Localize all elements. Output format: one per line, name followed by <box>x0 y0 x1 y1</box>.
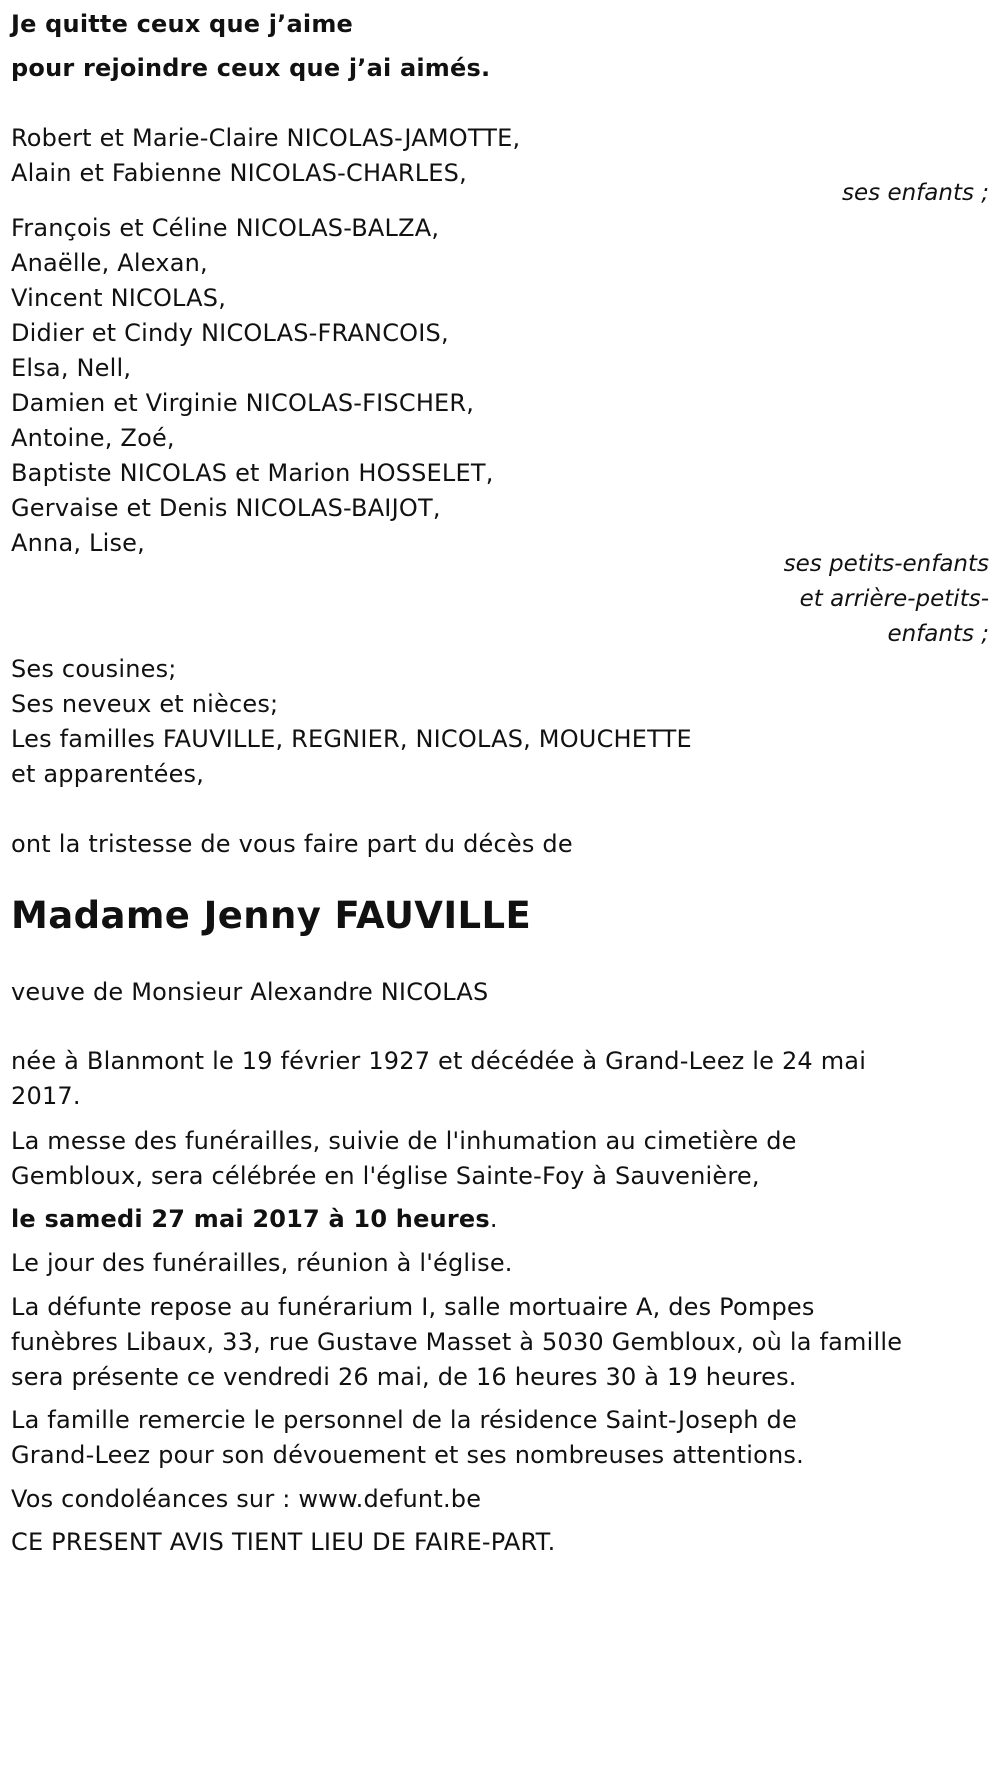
children-relation: ses enfants ; <box>842 180 989 206</box>
grandchild-name: Elsa, Nell, <box>11 354 132 382</box>
mass-line: La messe des funérailles, suivie de l'inhumation au cimetière de <box>11 1127 797 1155</box>
thanks-line: La famille remercie le personnel de la résidence Saint-Joseph de <box>11 1406 797 1434</box>
thanks-line: Grand-Leez pour son dévouement et ses nombreuses attentions. <box>11 1441 804 1469</box>
other-relative: Ses cousines; <box>11 655 177 683</box>
grandchild-name: Anna, Lise, <box>11 529 145 557</box>
quote-line-2: pour rejoindre ceux que j’ai aimés. <box>11 54 491 82</box>
grandchildren-relation-line: et arrière-petits- <box>799 586 989 612</box>
quote-line-1: Je quitte ceux que j’aime <box>11 10 354 38</box>
grandchild-name: Antoine, Zoé, <box>11 424 175 452</box>
child-name: Robert et Marie-Claire NICOLAS-JAMOTTE, <box>11 124 521 152</box>
funeral-date-period: . <box>489 1205 498 1233</box>
grandchild-name: François et Céline NICOLAS-BALZA, <box>11 214 440 242</box>
birth-death-line: 2017. <box>11 1082 81 1110</box>
child-name: Alain et Fabienne NICOLAS-CHARLES, <box>11 159 467 187</box>
grandchildren-relation-line: enfants ; <box>887 621 989 647</box>
funeral-date: le samedi 27 mai 2017 à 10 heures <box>11 1205 490 1233</box>
grandchildren-relation-line: ses petits-enfants <box>783 551 989 577</box>
other-relative: et apparentées, <box>11 760 205 788</box>
funeral-date-line <box>11 1207 498 1231</box>
deceased-name: Madame Jenny FAUVILLE <box>11 894 532 937</box>
grandchild-name: Gervaise et Denis NICOLAS-BAIJOT, <box>11 494 441 522</box>
widow-of: veuve de Monsieur Alexandre NICOLAS <box>11 978 489 1006</box>
rest-line: funèbres Libaux, 33, rue Gustave Masset à 5030 Gembloux, où la famille <box>11 1328 903 1356</box>
meeting-text: Le jour des funérailles, réunion à l'église. <box>11 1249 513 1277</box>
rest-line: sera présente ce vendredi 26 mai, de 16 heures 30 à 19 heures. <box>11 1363 797 1391</box>
other-relative: Les familles FAUVILLE, REGNIER, NICOLAS, MOUCHETTE <box>11 725 692 753</box>
grandchild-name: Baptiste NICOLAS et Marion HOSSELET, <box>11 459 494 487</box>
rest-line: La défunte repose au funérarium I, salle mortuaire A, des Pompes <box>11 1293 815 1321</box>
mass-line: Gembloux, sera célébrée en l'église Sainte-Foy à Sauvenière, <box>11 1162 760 1190</box>
notice-text: CE PRESENT AVIS TIENT LIEU DE FAIRE-PART. <box>11 1528 556 1556</box>
grandchild-name: Damien et Virginie NICOLAS-FISCHER, <box>11 389 475 417</box>
announcement-text: ont la tristesse de vous faire part du décès de <box>11 830 573 858</box>
grandchild-name: Vincent NICOLAS, <box>11 284 227 312</box>
birth-death-line: née à Blanmont le 19 février 1927 et décédée à Grand-Leez le 24 mai <box>11 1047 867 1075</box>
condolences-text: Vos condoléances sur : www.defunt.be <box>11 1485 482 1513</box>
other-relative: Ses neveux et nièces; <box>11 690 279 718</box>
grandchild-name: Anaëlle, Alexan, <box>11 249 208 277</box>
grandchild-name: Didier et Cindy NICOLAS-FRANCOIS, <box>11 319 449 347</box>
